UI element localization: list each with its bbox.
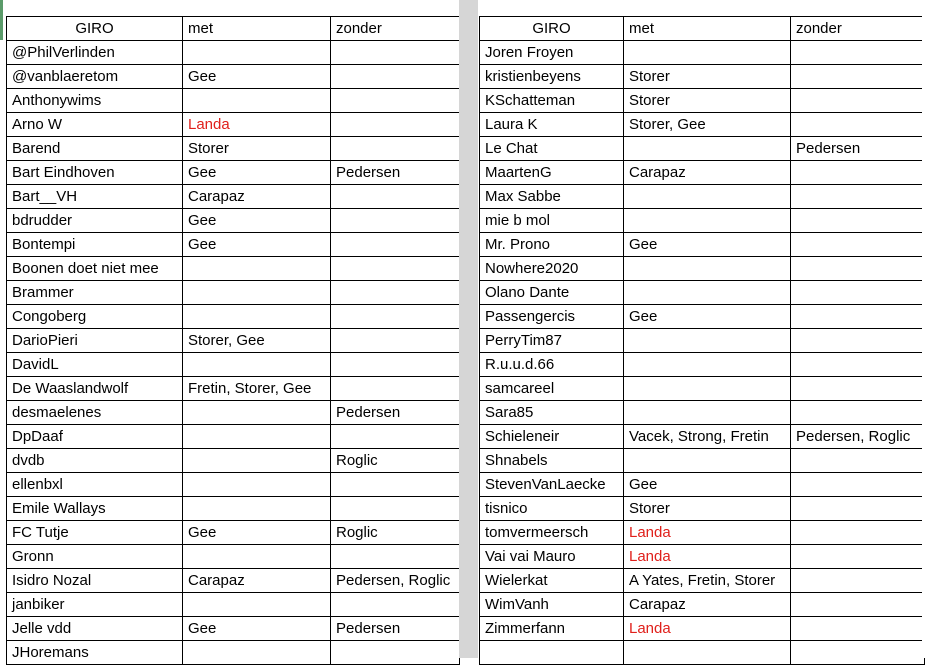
- zonder-cell[interactable]: [791, 161, 925, 185]
- table-row: [480, 449, 925, 473]
- header-cell[interactable]: zonder: [791, 17, 925, 41]
- met-cell[interactable]: [183, 281, 331, 305]
- met-cell[interactable]: Carapaz: [183, 185, 331, 209]
- zonder-cell[interactable]: [331, 353, 460, 377]
- table-row: [7, 401, 460, 425]
- name-cell[interactable]: Schieleneir: [480, 425, 624, 449]
- met-cell[interactable]: Carapaz: [624, 593, 791, 617]
- table-row: [480, 65, 925, 89]
- name-cell[interactable]: Barend: [7, 137, 183, 161]
- met-cell[interactable]: [183, 425, 331, 449]
- name-cell[interactable]: MaartenG: [480, 161, 624, 185]
- table-row: [7, 569, 460, 593]
- table-row: [7, 161, 460, 185]
- met-cell[interactable]: Fretin, Storer, Gee: [183, 377, 331, 401]
- table-row: [7, 185, 460, 209]
- zonder-cell[interactable]: [791, 113, 925, 137]
- met-cell[interactable]: Storer: [624, 497, 791, 521]
- table-row: [480, 617, 925, 641]
- table-row: [480, 401, 925, 425]
- zonder-cell[interactable]: [791, 65, 925, 89]
- met-cell[interactable]: [624, 281, 791, 305]
- met-cell[interactable]: [183, 545, 331, 569]
- zonder-cell[interactable]: [791, 569, 925, 593]
- zonder-cell[interactable]: [331, 641, 460, 665]
- name-cell[interactable]: kristienbeyens: [480, 65, 624, 89]
- name-cell[interactable]: ellenbxl: [7, 473, 183, 497]
- table-row: [480, 593, 925, 617]
- zonder-cell[interactable]: [331, 185, 460, 209]
- zonder-cell[interactable]: Pedersen, Roglic: [791, 425, 925, 449]
- table-row: [7, 593, 460, 617]
- met-cell[interactable]: [183, 641, 331, 665]
- zonder-cell[interactable]: [331, 305, 460, 329]
- name-cell[interactable]: Max Sabbe: [480, 185, 624, 209]
- met-cell[interactable]: [624, 41, 791, 65]
- table-row: [480, 113, 925, 137]
- met-cell[interactable]: Carapaz: [183, 569, 331, 593]
- name-cell[interactable]: samcareel: [480, 377, 624, 401]
- zonder-cell[interactable]: Pedersen: [331, 617, 460, 641]
- table-row: [480, 545, 925, 569]
- right-table: [479, 16, 925, 665]
- name-cell[interactable]: Jelle vdd: [7, 617, 183, 641]
- name-cell[interactable]: Emile Wallays: [7, 497, 183, 521]
- table-row: [480, 281, 925, 305]
- name-cell[interactable]: Congoberg: [7, 305, 183, 329]
- met-cell[interactable]: [624, 185, 791, 209]
- name-cell[interactable]: JHoremans: [7, 641, 183, 665]
- met-cell[interactable]: Gee: [183, 617, 331, 641]
- met-cell[interactable]: [624, 449, 791, 473]
- name-cell[interactable]: mie b mol: [480, 209, 624, 233]
- met-cell[interactable]: Storer, Gee: [624, 113, 791, 137]
- met-cell[interactable]: [183, 497, 331, 521]
- name-cell[interactable]: DarioPieri: [7, 329, 183, 353]
- table-row: [480, 41, 925, 65]
- name-cell[interactable]: Arno W: [7, 113, 183, 137]
- met-cell[interactable]: [624, 137, 791, 161]
- table-row: [7, 89, 460, 113]
- met-cell[interactable]: Gee: [183, 161, 331, 185]
- met-cell[interactable]: Gee: [183, 209, 331, 233]
- table-row: [480, 377, 925, 401]
- table-row: [480, 473, 925, 497]
- met-cell[interactable]: Vacek, Strong, Fretin: [624, 425, 791, 449]
- name-cell[interactable]: Nowhere2020: [480, 257, 624, 281]
- name-cell[interactable]: Joren Froyen: [480, 41, 624, 65]
- met-cell[interactable]: Landa: [183, 113, 331, 137]
- name-cell[interactable]: Wielerkat: [480, 569, 624, 593]
- zonder-cell[interactable]: [331, 473, 460, 497]
- met-cell[interactable]: Gee: [624, 305, 791, 329]
- name-cell[interactable]: DavidL: [7, 353, 183, 377]
- name-cell[interactable]: Laura K: [480, 113, 624, 137]
- header-cell[interactable]: met: [183, 17, 331, 41]
- table-row: [7, 353, 460, 377]
- name-cell[interactable]: @vanblaeretom: [7, 65, 183, 89]
- table-row: [7, 449, 460, 473]
- zonder-cell[interactable]: [791, 617, 925, 641]
- zonder-cell[interactable]: [791, 545, 925, 569]
- zonder-cell[interactable]: [791, 257, 925, 281]
- name-cell[interactable]: Bart Eindhoven: [7, 161, 183, 185]
- zonder-cell[interactable]: [331, 593, 460, 617]
- name-cell[interactable]: @PhilVerlinden: [7, 41, 183, 65]
- left-table: [6, 16, 460, 665]
- table-row: [7, 617, 460, 641]
- header-cell[interactable]: GIRO: [7, 17, 183, 41]
- met-cell[interactable]: Gee: [183, 65, 331, 89]
- met-cell[interactable]: Gee: [183, 521, 331, 545]
- zonder-cell[interactable]: [791, 233, 925, 257]
- table-row: [480, 137, 925, 161]
- met-cell[interactable]: A Yates, Fretin, Storer: [624, 569, 791, 593]
- table-row: [7, 473, 460, 497]
- table-row: [480, 425, 925, 449]
- table-row: [480, 233, 925, 257]
- table-row: [7, 377, 460, 401]
- name-cell[interactable]: R.u.u.d.66: [480, 353, 624, 377]
- name-cell[interactable]: tisnico: [480, 497, 624, 521]
- met-cell[interactable]: Storer: [624, 65, 791, 89]
- zonder-cell[interactable]: Pedersen: [331, 401, 460, 425]
- met-cell[interactable]: Carapaz: [624, 161, 791, 185]
- zonder-cell[interactable]: [331, 329, 460, 353]
- met-cell[interactable]: [624, 257, 791, 281]
- zonder-cell[interactable]: [791, 641, 925, 665]
- name-cell[interactable]: Boonen doet niet mee: [7, 257, 183, 281]
- table-row: [7, 497, 460, 521]
- zonder-cell[interactable]: [791, 473, 925, 497]
- table-row: [480, 569, 925, 593]
- header-row: [7, 17, 460, 41]
- name-cell[interactable]: tomvermeersch: [480, 521, 624, 545]
- table-row: [480, 641, 925, 665]
- table-row: [480, 185, 925, 209]
- table-row: [7, 641, 460, 665]
- met-cell[interactable]: Gee: [624, 233, 791, 257]
- table-row: [7, 545, 460, 569]
- zonder-cell[interactable]: [791, 329, 925, 353]
- zonder-cell[interactable]: [791, 41, 925, 65]
- column-separator: [459, 0, 478, 658]
- name-cell[interactable]: DpDaaf: [7, 425, 183, 449]
- zonder-cell[interactable]: [331, 113, 460, 137]
- met-cell[interactable]: Gee: [624, 473, 791, 497]
- met-cell[interactable]: Storer, Gee: [183, 329, 331, 353]
- name-cell[interactable]: Isidro Nozal: [7, 569, 183, 593]
- zonder-cell[interactable]: [331, 233, 460, 257]
- table-row: [7, 305, 460, 329]
- name-cell[interactable]: KSchatteman: [480, 89, 624, 113]
- name-cell[interactable]: PerryTim87: [480, 329, 624, 353]
- name-cell[interactable]: janbiker: [7, 593, 183, 617]
- table-row: [480, 209, 925, 233]
- name-cell[interactable]: Bart__VH: [7, 185, 183, 209]
- table-row: [480, 521, 925, 545]
- met-cell[interactable]: Landa: [624, 545, 791, 569]
- name-cell[interactable]: WimVanh: [480, 593, 624, 617]
- met-cell[interactable]: [624, 377, 791, 401]
- met-cell[interactable]: [183, 473, 331, 497]
- zonder-cell[interactable]: [331, 545, 460, 569]
- zonder-cell[interactable]: [791, 185, 925, 209]
- zonder-cell[interactable]: [331, 41, 460, 65]
- met-cell[interactable]: [624, 209, 791, 233]
- zonder-cell[interactable]: [791, 353, 925, 377]
- table-row: [480, 257, 925, 281]
- met-cell[interactable]: Gee: [183, 233, 331, 257]
- met-cell[interactable]: Storer: [183, 137, 331, 161]
- name-cell[interactable]: Mr. Prono: [480, 233, 624, 257]
- table-row: [7, 257, 460, 281]
- table-row: [7, 233, 460, 257]
- zonder-cell[interactable]: [791, 497, 925, 521]
- met-cell[interactable]: Storer: [624, 89, 791, 113]
- zonder-cell[interactable]: [331, 137, 460, 161]
- name-cell[interactable]: Vai vai Mauro: [480, 545, 624, 569]
- name-cell[interactable]: Sara85: [480, 401, 624, 425]
- table-row: [480, 89, 925, 113]
- name-cell[interactable]: [480, 641, 624, 665]
- met-cell[interactable]: [183, 449, 331, 473]
- name-cell[interactable]: Le Chat: [480, 137, 624, 161]
- zonder-cell[interactable]: Pedersen: [791, 137, 925, 161]
- name-cell[interactable]: Zimmerfann: [480, 617, 624, 641]
- zonder-cell[interactable]: [791, 593, 925, 617]
- table-row: [7, 329, 460, 353]
- zonder-cell[interactable]: [791, 305, 925, 329]
- table-row: [7, 41, 460, 65]
- zonder-cell[interactable]: Pedersen: [331, 161, 460, 185]
- zonder-cell[interactable]: [331, 497, 460, 521]
- header-cell[interactable]: met: [624, 17, 791, 41]
- table-row: [7, 137, 460, 161]
- met-cell[interactable]: [183, 593, 331, 617]
- name-cell[interactable]: StevenVanLaecke: [480, 473, 624, 497]
- table-row: [480, 329, 925, 353]
- met-cell[interactable]: [183, 89, 331, 113]
- table-row: [480, 161, 925, 185]
- zonder-cell[interactable]: [331, 425, 460, 449]
- zonder-cell[interactable]: Pedersen, Roglic: [331, 569, 460, 593]
- zonder-cell[interactable]: [331, 257, 460, 281]
- zonder-cell[interactable]: [331, 89, 460, 113]
- met-cell[interactable]: [624, 401, 791, 425]
- name-cell[interactable]: Brammer: [7, 281, 183, 305]
- zonder-cell[interactable]: [331, 65, 460, 89]
- name-cell[interactable]: Olano Dante: [480, 281, 624, 305]
- met-cell[interactable]: Landa: [624, 617, 791, 641]
- name-cell[interactable]: desmaelenes: [7, 401, 183, 425]
- name-cell[interactable]: Bontempi: [7, 233, 183, 257]
- name-cell[interactable]: Passengercis: [480, 305, 624, 329]
- table-row: [7, 113, 460, 137]
- met-cell[interactable]: [183, 305, 331, 329]
- selection-edge: [0, 0, 3, 40]
- name-cell[interactable]: Anthonywims: [7, 89, 183, 113]
- met-cell[interactable]: [183, 401, 331, 425]
- met-cell[interactable]: [624, 353, 791, 377]
- table-row: [7, 521, 460, 545]
- table-row: [7, 425, 460, 449]
- met-cell[interactable]: [183, 353, 331, 377]
- zonder-cell[interactable]: [331, 377, 460, 401]
- header-row: [480, 17, 925, 41]
- table-row: [480, 353, 925, 377]
- name-cell[interactable]: Gronn: [7, 545, 183, 569]
- table-row: [7, 209, 460, 233]
- name-cell[interactable]: De Waaslandwolf: [7, 377, 183, 401]
- table-row: [7, 281, 460, 305]
- zonder-cell[interactable]: [791, 89, 925, 113]
- header-cell[interactable]: GIRO: [480, 17, 624, 41]
- table-row: [480, 497, 925, 521]
- zonder-cell[interactable]: [791, 209, 925, 233]
- zonder-cell[interactable]: [331, 209, 460, 233]
- zonder-cell[interactable]: [791, 281, 925, 305]
- table-row: [7, 65, 460, 89]
- met-cell[interactable]: Landa: [624, 521, 791, 545]
- zonder-cell[interactable]: [791, 449, 925, 473]
- header-cell[interactable]: zonder: [331, 17, 460, 41]
- name-cell[interactable]: Shnabels: [480, 449, 624, 473]
- met-cell[interactable]: [183, 257, 331, 281]
- zonder-cell[interactable]: [791, 377, 925, 401]
- name-cell[interactable]: dvdb: [7, 449, 183, 473]
- met-cell[interactable]: [624, 641, 791, 665]
- zonder-cell[interactable]: Roglic: [331, 449, 460, 473]
- name-cell[interactable]: FC Tutje: [7, 521, 183, 545]
- zonder-cell[interactable]: [791, 521, 925, 545]
- met-cell[interactable]: [624, 329, 791, 353]
- zonder-cell[interactable]: [791, 401, 925, 425]
- name-cell[interactable]: bdrudder: [7, 209, 183, 233]
- zonder-cell[interactable]: [331, 281, 460, 305]
- met-cell[interactable]: [183, 41, 331, 65]
- table-row: [480, 305, 925, 329]
- zonder-cell[interactable]: Roglic: [331, 521, 460, 545]
